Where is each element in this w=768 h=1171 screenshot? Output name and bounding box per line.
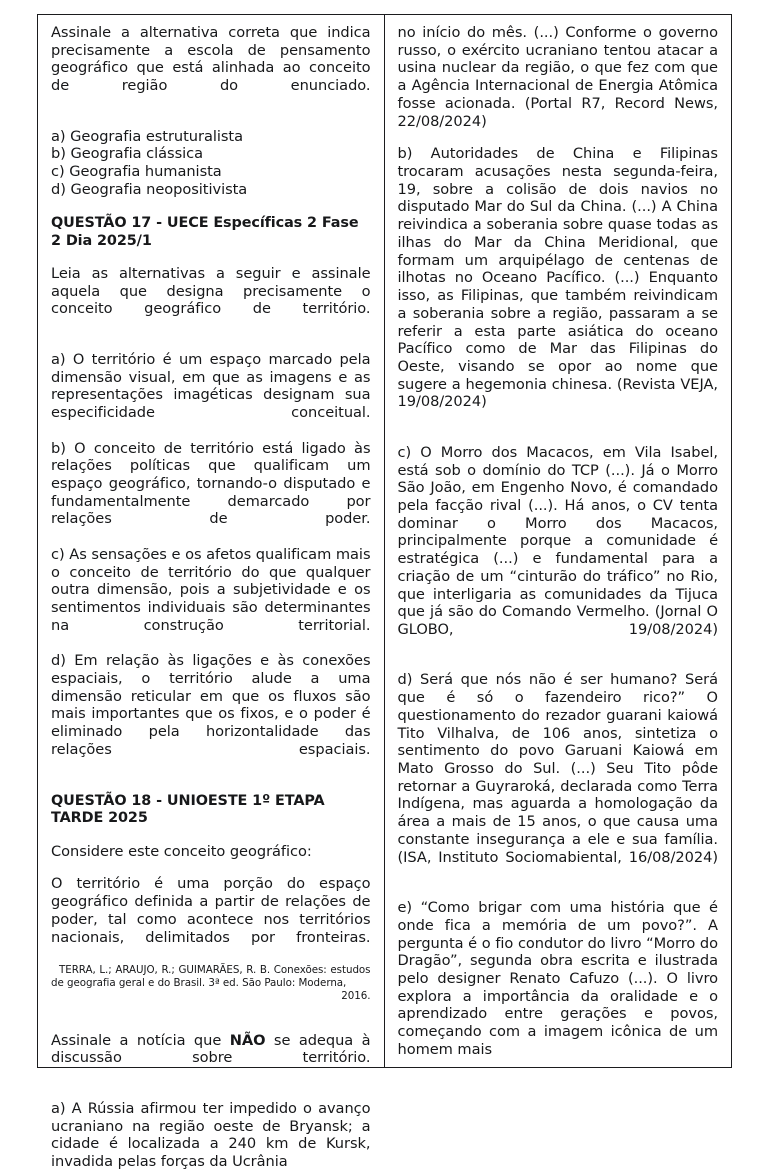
question-18-citation [51,964,371,1017]
spacer [398,130,719,145]
spacer [51,250,371,265]
q16-alternative-b: b) Geografia clássica [51,145,203,163]
q16-alternative-d: d) Geografia neopositivista [51,180,248,198]
spacer [398,884,719,899]
q18-alternative-d: d) Será que nós não é ser humano? Será que é só o fazendeiro rico?” O questionamento do rezador guarani kaiowá Tito Vilhalva, de 106 anos, sintetiza o sentimento do povo Garuani Kaiowá em Mato Grosso do Sul. (...) Seu Tito pôde retornar a Guyraroká, declarada como Terra Indígena, mas aguarda a homologação da área a mais de 15 anos, o que causa uma constante insegurança a ele e sua família. (ISA, Instituto Sociomabiental, 16/08/2024) [397,671,718,866]
question-18-heading: QUESTÃO 18 - UNIOESTE 1º ETAPA TARDE 2025 [51,793,325,827]
q16-alternative-a: a) Geografia estruturalista [51,127,243,145]
q17-alternative-c: c) As sensações e os afetos qualificam mais o conceito de território do que qualquer outra dimensão, pois a subjetividade e os sentimentos individuais são determinantes na construção territorial. [51,545,371,634]
citation-text: TERRA, L.; ARAUJO, R.; GUIMARÃES, R. B. Conexões: estudos de geografia geral e do Brasil. 3ª ed. São Paulo: Moderna, [51,964,371,990]
citation-year: 2016. [341,990,371,1003]
content-frame [37,14,732,1171]
question-17-statement: Leia as alternativas a seguir e assinale aquela que designa precisamente o conceito geográfico de território. [51,265,371,318]
question-17-heading: QUESTÃO 17 - UECE Específicas 2 Fase 2 Dia 2025/1 [51,215,359,249]
spacer [51,198,371,215]
q18-alternative-e: e) “Como brigar com uma história que é onde fica a memória de um povo?”. A pergunta é o fio condutor do livro “Morro do Dragão”, segunda obra escrita e ilustrada pelo designer Renato Cafuzo (...). O livro explora a importância da oralidade e o aprendizado entre gerações e povos, começando com a imagem icônica de um homem mais [397,899,718,1058]
spacer [398,656,719,671]
question-18-lead: Considere este conceito geográfico: [51,842,312,860]
intro-paragraph: Assinale a alternativa correta que indica precisamente a escola de pensamento geográfico que está alinhada ao conceito de região do enunciado. [51,24,371,95]
spacer [51,113,371,128]
spacer [51,336,371,351]
left-column [38,15,385,1171]
command-negation: NÃO [229,1031,266,1049]
spacer [51,828,371,843]
spacer [51,1017,371,1032]
q17-alternative-a: a) O território é um espaço marcado pela dimensão visual, em que as imagens e as representações imagéticas designam sua especificidade conceitual. [51,350,371,422]
q18-alternative-c: c) O Morro dos Macacos, em Vila Isabel, está sob o domínio do TCP (...). Já o Morro São João, em Engenho Novo, é comandado pela facção rival (...). Há anos, o CV tenta dominar o Morro dos Macacos, principalmente porque a comunidade é estratégica (...) e fundamental para a criação de um “cinturão do tráfico” no Rio, que interligaria as comunidades da Tijuca que já são do Comando Vermelho. (Jornal O GLOBO, 19/08/2024) [397,443,718,638]
question-18-quote: O território é uma porção do espaço geográfico definida a partir de relações de poder, tal como acontece nos territórios nacionais, delimitados por fronteiras. [51,875,371,946]
q17-alternative-d: d) Em relação às ligações e às conexões espaciais, o território alude a uma dimensão reticular em que os fluxos são mais importantes que os fixos, e o poder é eliminado pela horizontalidade das relações espaciais. [51,652,371,758]
two-column-layout [38,15,731,1171]
spacer [51,860,371,875]
q18-alternative-a-continuation: no início do mês. (...) Conforme o governo russo, o exército ucraniano tentou atacar a usina nuclear da região, o que fez com que a Agência Internacional de Energia Atômica fosse acionada. (Portal R7, Record News, 22/08/2024) [397,24,718,130]
spacer [51,1085,371,1100]
spacer [398,429,719,444]
q17-alternative-b: b) O conceito de território está ligado às relações políticas que qualificam um espaço geográfico, tornando-o disputado e fundamentalmente demarcado por relações de poder. [51,439,371,528]
right-column [385,15,732,1067]
q18-alternative-b: b) Autoridades de China e Filipinas trocaram acusações nesta segunda-feira, 19, sobre a colisão de dois navios no disputado Mar do Sul da China. (...) A China reivindica a soberania sobre quase todas as ilhas do Mar da China Meridional, que formam um arquipélago de centenas de ilhotas no Oceano Pacífico. (...) Enquanto isso, as Filipinas, que também reivindicam a soberania sobre a região, passaram a se referir a esta parte asiática do oceano Pacífico como de Mar das Filipinas do Oeste, visando se opor ao nome que sugere a hegemonia chinesa. (Revista VEJA, 19/08/2024) [397,145,718,411]
command-text-post: se adequa à discussão sobre território. [51,1031,371,1067]
spacer [51,776,371,793]
command-text-pre: Assinale a notícia que [51,1031,230,1049]
q16-alternative-c: c) Geografia humanista [51,163,222,181]
question-18-command [51,1032,371,1085]
q18-alternative-a: a) A Rússia afirmou ter impedido o avanço ucraniano na região oeste de Bryansk; a cidade é localizada a 240 km de Kursk, invadida pelas forças da Ucrânia [51,1099,371,1171]
